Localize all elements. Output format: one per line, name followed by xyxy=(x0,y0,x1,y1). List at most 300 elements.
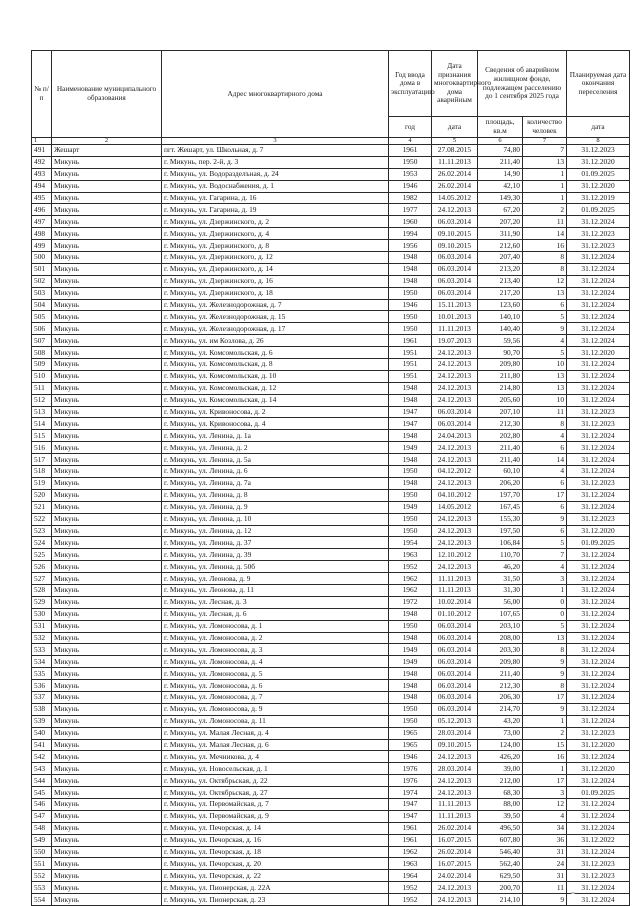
address-cell: г. Микунь, ул. Печорская, д. 14 xyxy=(162,822,389,834)
area-cell: 203,30 xyxy=(478,644,523,656)
row-number: 508 xyxy=(32,347,52,359)
people-count-cell: 17 xyxy=(523,775,567,787)
row-number: 502 xyxy=(32,275,52,287)
row-number: 547 xyxy=(32,810,52,822)
municipality-cell: Микунь xyxy=(52,608,162,620)
year-cell: 1961 xyxy=(389,335,432,347)
planned-date-cell: 31.12.2024 xyxy=(567,894,630,906)
municipality-cell: Микунь xyxy=(52,192,162,204)
recognition-date-cell: 24.12.2013 xyxy=(432,787,478,799)
recognition-date-cell: 15.11.2013 xyxy=(432,299,478,311)
recognition-date-cell: 24.12.2013 xyxy=(432,513,478,525)
table-row xyxy=(32,156,630,168)
municipality-cell: Микунь xyxy=(52,822,162,834)
address-cell: г. Микунь, ул. Гагарина, д. 16 xyxy=(162,192,389,204)
area-cell: 110,70 xyxy=(478,549,523,561)
recognition-date-cell: 26.02.2014 xyxy=(432,846,478,858)
people-count-cell: 11 xyxy=(523,406,567,418)
address-cell: г. Микунь, ул. Ломоносова, д. 4 xyxy=(162,656,389,668)
year-cell: 1977 xyxy=(389,204,432,216)
municipality-cell: Микунь xyxy=(52,477,162,489)
year-cell: 1963 xyxy=(389,549,432,561)
planned-date-cell: 31.12.2023 xyxy=(567,228,630,240)
planned-date-cell: 31.12.2024 xyxy=(567,561,630,573)
table-row xyxy=(32,561,630,573)
municipality-cell: Микунь xyxy=(52,418,162,430)
recognition-date-cell: 06.03.2014 xyxy=(432,644,478,656)
table-row xyxy=(32,180,630,192)
row-number: 533 xyxy=(32,644,52,656)
address-cell: г. Микунь, ул. Ломоносова, д. 9 xyxy=(162,703,389,715)
people-count-cell: 7 xyxy=(523,145,567,157)
address-cell: г. Микунь, ул. Пионерская, д. 22А xyxy=(162,882,389,894)
people-count-cell: 12 xyxy=(523,798,567,810)
people-count-cell: 8 xyxy=(523,644,567,656)
people-count-cell: 9 xyxy=(523,668,567,680)
recognition-date-cell: 26.02.2014 xyxy=(432,822,478,834)
people-count-cell: 1 xyxy=(523,584,567,596)
year-cell: 1972 xyxy=(389,596,432,608)
recognition-date-cell: 27.08.2015 xyxy=(432,145,478,157)
year-cell: 1947 xyxy=(389,810,432,822)
planned-date-cell: 31.12.2024 xyxy=(567,275,630,287)
municipality-cell: Микунь xyxy=(52,394,162,406)
row-number: 518 xyxy=(32,466,52,478)
people-count-cell: 5 xyxy=(523,620,567,632)
address-cell: г. Микунь, ул. Ломоносова, д. 2 xyxy=(162,632,389,644)
people-count-cell: 5 xyxy=(523,537,567,549)
row-number: 552 xyxy=(32,870,52,882)
table-row xyxy=(32,894,630,906)
municipality-cell: Микунь xyxy=(52,466,162,478)
recognition-date-cell: 19.07.2013 xyxy=(432,335,478,347)
year-cell: 1949 xyxy=(389,501,432,513)
table-row xyxy=(32,466,630,478)
people-count-cell: 11 xyxy=(523,882,567,894)
table-row xyxy=(32,347,630,359)
area-cell: 197,50 xyxy=(478,525,523,537)
address-cell: г. Микунь, ул. Печорская, д. 16 xyxy=(162,834,389,846)
planned-date-cell: 31.12.2024 xyxy=(567,299,630,311)
row-number: 509 xyxy=(32,359,52,371)
table-row xyxy=(32,549,630,561)
area-cell: 68,30 xyxy=(478,787,523,799)
year-cell: 1950 xyxy=(389,156,432,168)
row-number: 541 xyxy=(32,739,52,751)
row-number: 495 xyxy=(32,192,52,204)
address-cell: г. Микунь, ул. Ломоносова, д. 11 xyxy=(162,715,389,727)
municipality-cell: Микунь xyxy=(52,894,162,906)
planned-date-cell: 31.12.2020 xyxy=(567,180,630,192)
planned-date-cell: 31.12.2024 xyxy=(567,287,630,299)
planned-date-cell: 31.12.2024 xyxy=(567,430,630,442)
table-row xyxy=(32,382,630,394)
year-cell: 1964 xyxy=(389,870,432,882)
planned-date-cell: 31.12.2019 xyxy=(567,192,630,204)
planned-date-cell: 31.12.2024 xyxy=(567,703,630,715)
year-cell: 1976 xyxy=(389,775,432,787)
planned-date-cell: 31.12.2020 xyxy=(567,525,630,537)
municipality-cell: Микунь xyxy=(52,501,162,513)
table-row xyxy=(32,763,630,775)
recognition-date-cell: 24.12.2013 xyxy=(432,537,478,549)
planned-date-cell: 31.12.2023 xyxy=(567,406,630,418)
address-cell: г. Микунь, ул. Ломоносова, д. 1 xyxy=(162,620,389,632)
planned-date-cell: 31.12.2023 xyxy=(567,477,630,489)
municipality-cell: Микунь xyxy=(52,347,162,359)
address-cell: г. Микунь, ул. Печорская, д. 22 xyxy=(162,870,389,882)
table-body xyxy=(32,145,630,906)
year-cell: 1947 xyxy=(389,406,432,418)
row-number: 492 xyxy=(32,156,52,168)
subheader-date: дата xyxy=(432,117,478,138)
table-row xyxy=(32,418,630,430)
area-cell: 74,80 xyxy=(478,145,523,157)
table-row xyxy=(32,715,630,727)
table-row xyxy=(32,359,630,371)
table-row xyxy=(32,537,630,549)
table-row xyxy=(32,287,630,299)
recognition-date-cell: 11.11.2013 xyxy=(432,798,478,810)
row-number: 511 xyxy=(32,382,52,394)
table-row xyxy=(32,596,630,608)
address-cell: г. Микунь, ул. Ленина, д. 8 xyxy=(162,489,389,501)
address-cell: г. Микунь, ул. Ленина, д. 6 xyxy=(162,466,389,478)
table-row xyxy=(32,656,630,668)
planned-date-cell: 31.12.2023 xyxy=(567,145,630,157)
people-count-cell: 10 xyxy=(523,359,567,371)
address-cell: г. Микунь, ул. Гагарина, д. 19 xyxy=(162,204,389,216)
row-number: 546 xyxy=(32,798,52,810)
area-cell: 209,80 xyxy=(478,359,523,371)
area-cell: 59,56 xyxy=(478,335,523,347)
area-cell: 155,30 xyxy=(478,513,523,525)
municipality-cell: Микунь xyxy=(52,180,162,192)
municipality-cell: Микунь xyxy=(52,228,162,240)
row-number: 554 xyxy=(32,894,52,906)
area-cell: 205,60 xyxy=(478,394,523,406)
people-count-cell: 12 xyxy=(523,275,567,287)
table-row xyxy=(32,228,630,240)
recognition-date-cell: 06.03.2014 xyxy=(432,703,478,715)
municipality-cell: Микунь xyxy=(52,882,162,894)
table-row xyxy=(32,204,630,216)
area-cell: 212,00 xyxy=(478,775,523,787)
year-cell: 1954 xyxy=(389,537,432,549)
area-cell: 207,10 xyxy=(478,406,523,418)
address-cell: г. Микунь, ул. Ломоносова, д. 5 xyxy=(162,668,389,680)
area-cell: 60,10 xyxy=(478,466,523,478)
people-count-cell: 3 xyxy=(523,573,567,585)
area-cell: 426,20 xyxy=(478,751,523,763)
row-number: 549 xyxy=(32,834,52,846)
area-cell: 123,60 xyxy=(478,299,523,311)
table-row xyxy=(32,430,630,442)
address-cell: г. Микунь, ул. Ленина, д. 12 xyxy=(162,525,389,537)
year-cell: 1965 xyxy=(389,727,432,739)
people-count-cell: 9 xyxy=(523,513,567,525)
table-row xyxy=(32,442,630,454)
municipality-cell: Микунь xyxy=(52,537,162,549)
municipality-cell: Микунь xyxy=(52,858,162,870)
address-cell: г. Микунь, ул. Ленина, д. 50б xyxy=(162,561,389,573)
row-number: 498 xyxy=(32,228,52,240)
row-number: 499 xyxy=(32,240,52,252)
people-count-cell: 10 xyxy=(523,394,567,406)
row-number: 544 xyxy=(32,775,52,787)
recognition-date-cell: 06.03.2014 xyxy=(432,263,478,275)
table-row xyxy=(32,632,630,644)
municipality-cell: Микунь xyxy=(52,620,162,632)
address-cell: г. Микунь, ул. Дзержинского, д. 16 xyxy=(162,275,389,287)
municipality-cell: Микунь xyxy=(52,525,162,537)
people-count-cell: 8 xyxy=(523,680,567,692)
people-count-cell: 13 xyxy=(523,632,567,644)
column-index-4: 4 xyxy=(389,138,432,145)
planned-date-cell: 31.12.2024 xyxy=(567,584,630,596)
recognition-date-cell: 06.03.2014 xyxy=(432,418,478,430)
planned-date-cell: 31.12.2020 xyxy=(567,347,630,359)
people-count-cell: 1 xyxy=(523,168,567,180)
recognition-date-cell: 24.12.2013 xyxy=(432,477,478,489)
year-cell: 1948 xyxy=(389,691,432,703)
subheader-year: год xyxy=(389,117,432,138)
year-cell: 1947 xyxy=(389,418,432,430)
address-cell: г. Микунь, пер. 2-й, д. 3 xyxy=(162,156,389,168)
table-row xyxy=(32,477,630,489)
year-cell: 1948 xyxy=(389,680,432,692)
planned-date-cell: 31.12.2024 xyxy=(567,454,630,466)
recognition-date-cell: 24.12.2013 xyxy=(432,561,478,573)
area-cell: 88,00 xyxy=(478,798,523,810)
municipality-cell: Микунь xyxy=(52,323,162,335)
area-cell: 200,70 xyxy=(478,882,523,894)
planned-date-cell: 31.12.2024 xyxy=(567,596,630,608)
planned-date-cell: 31.12.2024 xyxy=(567,846,630,858)
row-number: 524 xyxy=(32,537,52,549)
planned-date-cell: 31.12.2023 xyxy=(567,858,630,870)
table-row xyxy=(32,323,630,335)
municipality-cell: Микунь xyxy=(52,715,162,727)
recognition-date-cell: 09.10.2015 xyxy=(432,228,478,240)
municipality-cell: Микунь xyxy=(52,763,162,775)
table-row xyxy=(32,311,630,323)
municipality-cell: Микунь xyxy=(52,311,162,323)
people-count-cell: 1 xyxy=(523,763,567,775)
year-cell: 1948 xyxy=(389,394,432,406)
municipality-cell: Микунь xyxy=(52,751,162,763)
area-cell: 211,40 xyxy=(478,668,523,680)
municipality-cell: Микунь xyxy=(52,691,162,703)
address-cell: г. Микунь, ул. Ломоносова, д. 7 xyxy=(162,691,389,703)
recognition-date-cell: 24.12.2013 xyxy=(432,525,478,537)
municipality-cell: Жешарт xyxy=(52,145,162,157)
recognition-date-cell: 06.03.2014 xyxy=(432,620,478,632)
row-number: 493 xyxy=(32,168,52,180)
column-index-7: 7 xyxy=(523,138,567,145)
planned-date-cell: 31.12.2024 xyxy=(567,822,630,834)
municipality-cell: Микунь xyxy=(52,680,162,692)
subheader-people: количество человек xyxy=(523,117,567,138)
area-cell: 212,60 xyxy=(478,240,523,252)
year-cell: 1953 xyxy=(389,168,432,180)
people-count-cell: 7 xyxy=(523,549,567,561)
year-cell: 1965 xyxy=(389,739,432,751)
people-count-cell: 14 xyxy=(523,228,567,240)
people-count-cell: 24 xyxy=(523,858,567,870)
people-count-cell: 1 xyxy=(523,180,567,192)
address-cell: г. Микунь, ул. Кривоносова, д. 2 xyxy=(162,406,389,418)
row-number: 504 xyxy=(32,299,52,311)
area-cell: 167,45 xyxy=(478,501,523,513)
emergency-housing-table xyxy=(31,50,630,906)
people-count-cell: 13 xyxy=(523,287,567,299)
area-cell: 211,40 xyxy=(478,156,523,168)
table-row xyxy=(32,834,630,846)
column-index-1: 1 xyxy=(32,138,52,145)
year-cell: 1952 xyxy=(389,894,432,906)
people-count-cell: 4 xyxy=(523,561,567,573)
header-planned-date: Планируемая дата окончания переселения xyxy=(567,51,630,117)
area-cell: 39,00 xyxy=(478,763,523,775)
header-housing-info: Сведения об аварийном жилищном фонде, подлежащем расселению до 1 сентября 2025 года xyxy=(478,51,567,117)
planned-date-cell: 31.12.2024 xyxy=(567,751,630,763)
row-number: 516 xyxy=(32,442,52,454)
planned-date-cell: 31.12.2020 xyxy=(567,739,630,751)
area-cell: 211,40 xyxy=(478,454,523,466)
planned-date-cell: 31.12.2024 xyxy=(567,359,630,371)
row-number: 548 xyxy=(32,822,52,834)
recognition-date-cell: 09.10.2015 xyxy=(432,240,478,252)
municipality-cell: Микунь xyxy=(52,798,162,810)
area-cell: 213,40 xyxy=(478,275,523,287)
row-number: 523 xyxy=(32,525,52,537)
area-cell: 311,90 xyxy=(478,228,523,240)
planned-date-cell: 31.12.2023 xyxy=(567,870,630,882)
municipality-cell: Микунь xyxy=(52,263,162,275)
year-cell: 1962 xyxy=(389,573,432,585)
planned-date-cell: 31.12.2024 xyxy=(567,549,630,561)
address-cell: г. Микунь, ул. Дзержинского, д. 18 xyxy=(162,287,389,299)
year-cell: 1974 xyxy=(389,787,432,799)
address-cell: г. Микунь, ул. Ленина, д. 7а xyxy=(162,477,389,489)
row-number: 550 xyxy=(32,846,52,858)
municipality-cell: Микунь xyxy=(52,846,162,858)
column-index-2: 2 xyxy=(52,138,162,145)
planned-date-cell: 31.12.2024 xyxy=(567,644,630,656)
area-cell: 67,20 xyxy=(478,204,523,216)
recognition-date-cell: 12.10.2012 xyxy=(432,549,478,561)
row-number: 506 xyxy=(32,323,52,335)
year-cell: 1949 xyxy=(389,442,432,454)
row-number: 534 xyxy=(32,656,52,668)
recognition-date-cell: 04.10.2012 xyxy=(432,489,478,501)
planned-date-cell: 31.12.2024 xyxy=(567,882,630,894)
row-number: 496 xyxy=(32,204,52,216)
recognition-date-cell: 11.11.2013 xyxy=(432,156,478,168)
row-number: 507 xyxy=(32,335,52,347)
table-row xyxy=(32,216,630,228)
planned-date-cell: 31.12.2024 xyxy=(567,311,630,323)
address-cell: г. Микунь, ул. Дзержинского, д. 2 xyxy=(162,216,389,228)
planned-date-cell: 31.12.2024 xyxy=(567,656,630,668)
row-number: 512 xyxy=(32,394,52,406)
area-cell: 42,10 xyxy=(478,180,523,192)
table-row xyxy=(32,810,630,822)
area-cell: 207,40 xyxy=(478,252,523,264)
table-row xyxy=(32,145,630,157)
municipality-cell: Микунь xyxy=(52,299,162,311)
row-number: 491 xyxy=(32,145,52,157)
municipality-cell: Микунь xyxy=(52,216,162,228)
address-cell: г. Микунь, ул. Малая Лесная, д. 6 xyxy=(162,739,389,751)
table-row xyxy=(32,525,630,537)
table-row xyxy=(32,489,630,501)
recognition-date-cell: 14.05.2012 xyxy=(432,501,478,513)
planned-date-cell: 31.12.2022 xyxy=(567,834,630,846)
area-cell: 124,00 xyxy=(478,739,523,751)
year-cell: 1961 xyxy=(389,834,432,846)
planned-date-cell: 31.12.2023 xyxy=(567,727,630,739)
table-row xyxy=(32,394,630,406)
address-cell: г. Микунь, ул. Водоразделъная, д. 24 xyxy=(162,168,389,180)
table-row xyxy=(32,584,630,596)
area-cell: 207,20 xyxy=(478,216,523,228)
people-count-cell: 1 xyxy=(523,715,567,727)
row-number: 513 xyxy=(32,406,52,418)
area-cell: 73,00 xyxy=(478,727,523,739)
table-row xyxy=(32,668,630,680)
address-cell: г. Микунь, ул. Ломоносова, д. 3 xyxy=(162,644,389,656)
address-cell: г. Микунь, ул. Мечникова, д. 4 xyxy=(162,751,389,763)
row-number: 526 xyxy=(32,561,52,573)
row-number: 494 xyxy=(32,180,52,192)
area-cell: 209,80 xyxy=(478,656,523,668)
subheader-area: площадь, кв.м xyxy=(478,117,523,138)
planned-date-cell: 31.12.2024 xyxy=(567,632,630,644)
planned-date-cell: 31.12.2024 xyxy=(567,775,630,787)
row-number: 543 xyxy=(32,763,52,775)
recognition-date-cell: 11.11.2013 xyxy=(432,323,478,335)
table-row xyxy=(32,691,630,703)
planned-date-cell: 31.12.2020 xyxy=(567,763,630,775)
row-number: 527 xyxy=(32,573,52,585)
address-cell: г. Микунь, ул. Железнодорожная, д. 15 xyxy=(162,311,389,323)
people-count-cell: 9 xyxy=(523,703,567,715)
row-number: 515 xyxy=(32,430,52,442)
year-cell: 1951 xyxy=(389,359,432,371)
year-cell: 1948 xyxy=(389,430,432,442)
address-cell: г. Микунь, ул. Пионерская, д. 23 xyxy=(162,894,389,906)
people-count-cell: 13 xyxy=(523,156,567,168)
area-cell: 212,30 xyxy=(478,418,523,430)
municipality-cell: Микунь xyxy=(52,287,162,299)
address-cell: г. Микунь, ул. им Козлова, д. 26 xyxy=(162,335,389,347)
area-cell: 562,40 xyxy=(478,858,523,870)
year-cell: 1962 xyxy=(389,846,432,858)
year-cell: 1948 xyxy=(389,632,432,644)
people-count-cell: 16 xyxy=(523,751,567,763)
planned-date-cell: 31.12.2023 xyxy=(567,240,630,252)
planned-date-cell: 31.12.2023 xyxy=(567,418,630,430)
area-cell: 208,00 xyxy=(478,632,523,644)
municipality-cell: Микунь xyxy=(52,335,162,347)
address-cell: г. Микунь, ул. Ленина, д. 5а xyxy=(162,454,389,466)
address-cell: г. Микунь, ул. Ленина, д. 39 xyxy=(162,549,389,561)
address-cell: г. Микунь, ул. Первомайская, д. 9 xyxy=(162,810,389,822)
year-cell: 1951 xyxy=(389,347,432,359)
table-row xyxy=(32,775,630,787)
